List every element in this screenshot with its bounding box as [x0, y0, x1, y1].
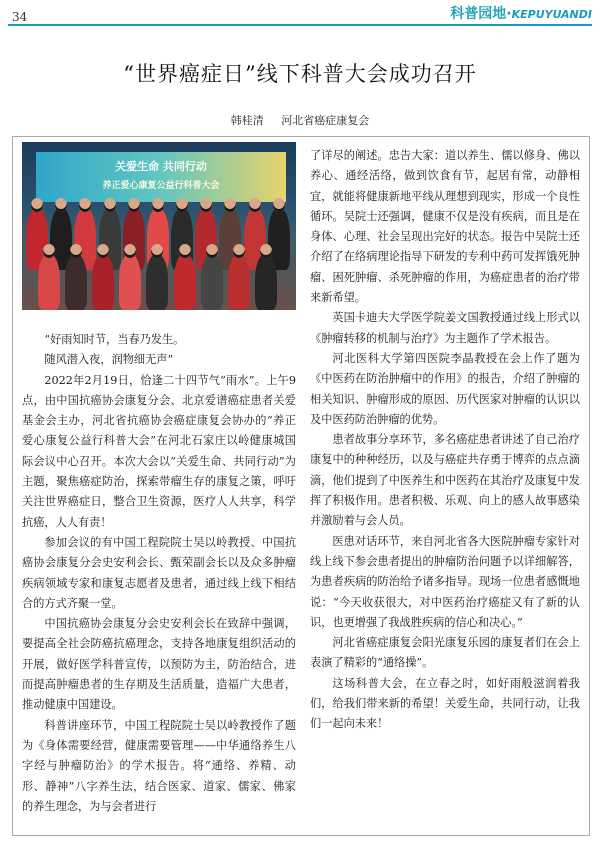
author-name: 韩桂清	[230, 114, 264, 127]
attendee-head	[31, 198, 43, 212]
attendee-figure	[65, 254, 87, 310]
section-title-cn: 科普园地·	[450, 6, 512, 22]
event-banner	[36, 152, 286, 202]
article-paragraph: 科普讲座环节，中国工程院院士吴以岭教授作了题为《身体需要经营，健康需要管理——中华通络养生八字经与肿瘤防治》的学术报告。将“通络、养精、动形、静神”八字养生法，结合医家、道家、儒家、佛家的养生理念，为与会者进行	[22, 718, 296, 813]
attendee-figure	[174, 254, 196, 310]
attendee-head	[176, 198, 188, 212]
attendee-head	[124, 244, 136, 258]
attendee-figure	[38, 254, 60, 310]
attendee-head	[55, 198, 67, 212]
attendee-head	[70, 244, 82, 258]
article-paragraph: 了详尽的阐述。忠告大家：道以养生、儒以修身、佛以养心、通经活络，做到饮食有节，起居有常，动静相宜，就能将健康新地平线从理想到现实，形成一个良性循环。吴院士还强调，健康不仅是没有疾病，而且是在身体、心理、社会呈现出完好的状态。报告中吴院士还介绍了在络病理论指导下研发的专利中药可发挥饿死肿瘤、困死肿瘤、杀死肿瘤的作用，为癌症患者的治疗带来新希望。	[310, 149, 580, 305]
event-photo	[22, 142, 296, 310]
section-title-en: KEPUYUANDI	[511, 8, 592, 21]
attendee-figure	[228, 254, 250, 310]
attendee-head	[43, 244, 55, 258]
attendee-head	[151, 244, 163, 258]
article-paragraph: 河北省癌症康复会阳光康复乐园的康复者们在会上表演了精彩的“通络操”。	[310, 636, 580, 670]
attendee-head	[104, 198, 116, 212]
article-paragraph: 医患对话环节，来自河北省各大医院肿瘤专家针对线上线下参会患者提出的肿瘤防治问题予以详细解答，为患者疾病的防治给予诸多指导。现场一位患者感慨地说：“今天收获很大，对中医药治疗癌症又有了新的认识，也更增强了我战胜疾病的信心和决心。”	[310, 534, 580, 629]
article-paragraph: 河北医科大学第四医院李晶教授在会上作了题为《中医药在防治肿瘤中的作用》的报告，介绍了肿瘤的相关知识、肿瘤形成的原因、历代医家对肿瘤的认识以及中医药防治肿瘤的优势。	[310, 351, 580, 426]
group-of-attendees	[22, 200, 296, 310]
article-paragraph: “好雨知时节，当春乃发生。	[44, 333, 185, 346]
article-paragraph: 患者故事分享环节，多名癌症患者讲述了自己治疗康复中的种种经历，以及与癌症共存勇于博弈的点点滴滴，他们提到了中医养生和中医药在其治疗及康复中发挥了积极作用。患者积极、乐观、向上的感人故事感染并激励着与会人员。	[310, 433, 580, 528]
article-paragraph: 英国卡迪夫大学医学院姜文国教授通过线上形式以《肿瘤转移的机制与治疗》为主题作了学术报告。	[310, 311, 580, 345]
attendee-head	[128, 198, 140, 212]
attendee-figure	[146, 254, 168, 310]
article-paragraph: 随风潜入夜，润物细无声”	[44, 353, 174, 367]
article-paragraph: 2022年2月19日，恰逢二十四节气“雨水”。上午9点，由中国抗癌协会康复分会、北京爱谱癌症患者关爱基金会主办，河北省抗癌协会癌症康复会协办的“养正爱心康复公益行科普大会”在河北石家庄以岭健康城国际会议中心召开。本次大会以“关爱生命、共同行动”为主题，聚焦癌症防治，探索带瘤生存的康复之策，呼吁关注世界癌症日，整合卫生资源，医疗人人共享，科学抗癌，人人有责！	[22, 373, 296, 529]
attendee-head	[249, 198, 261, 212]
attendee-head	[200, 198, 212, 212]
attendee-head	[97, 244, 109, 258]
attendee-head	[206, 244, 218, 258]
attendee-figure	[255, 254, 277, 310]
header-rule	[8, 24, 592, 26]
attendee-head	[79, 198, 91, 212]
article-paragraph: 这场科普大会，在立春之时，如好雨般滋润着我们，给我们带来新的希望！关爱生命，共同行动，让我们一起向未来！	[310, 676, 580, 731]
banner-slogan: 关爱生命 共同行动	[115, 160, 207, 173]
article-paragraph: 中国抗癌协会康复分会史安利会长在致辞中强调，要提高全社会防癌抗癌理念，支持各地康复组织活动的开展，做好医学科普宣传，以预防为主，防治结合，进而提高肿瘤患者的生存期及生活质量，造福广大患者，推动健康中国建设。	[22, 617, 296, 712]
attendee-figure	[92, 254, 114, 310]
attendee-head	[152, 198, 164, 212]
attendee-head	[273, 198, 285, 212]
attendee-head	[179, 244, 191, 258]
article-column-left	[22, 330, 296, 817]
attendee-head	[224, 198, 236, 212]
byline	[0, 112, 600, 128]
attendee-head	[260, 244, 272, 258]
section-header	[450, 3, 592, 23]
article-column-right	[310, 146, 580, 735]
author-organization: 河北省癌症康复会	[281, 114, 370, 127]
article-paragraph: 参加会议的有中国工程院院士吴以岭教授、中国抗癌协会康复分会史安利会长、甄荣副会长以及众多肿瘤疾病领域专家和康复志愿者及患者，通过线上线下相结合的方式齐聚一堂。	[22, 535, 296, 610]
banner-event-name: 养正爱心康复公益行科普大会	[102, 181, 220, 191]
article-title: “世界癌症日”线下科普大会成功召开	[123, 62, 477, 86]
page-number: 34	[12, 10, 28, 24]
attendee-figure	[119, 254, 141, 310]
attendee-head	[233, 244, 245, 258]
attendee-figure	[201, 254, 223, 310]
